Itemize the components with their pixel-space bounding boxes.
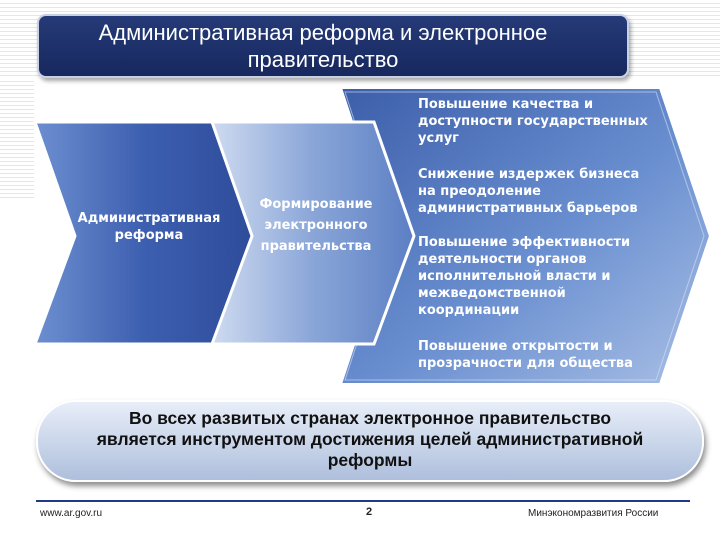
egov-label-line: электронного — [264, 218, 368, 233]
goal-line: деятельности органов — [418, 252, 587, 267]
goal-line: Повышение открытости и — [418, 339, 613, 354]
goal-item — [418, 96, 703, 147]
goal-line: координации — [418, 303, 520, 318]
slide-title-line-2: правительство — [247, 47, 399, 72]
conclusion-text — [48, 408, 692, 471]
footer-divider — [36, 500, 690, 502]
goal-line: административных барьеров — [418, 201, 638, 216]
conclusion-banner — [36, 400, 704, 482]
goal-line: межведомственной — [418, 286, 566, 301]
goal-line: прозрачности для общества — [418, 356, 633, 371]
goal-item — [418, 338, 703, 372]
conclusion-line: является инструментом достижения целей административной — [96, 429, 644, 449]
goal-line: Снижение издержек бизнеса — [418, 167, 640, 182]
egov-label-line: Формирование — [259, 197, 373, 212]
conclusion-line: Во всех развитых странах электронное правительство — [128, 408, 612, 428]
conclusion-line: реформы — [327, 450, 413, 470]
egov-label — [246, 194, 386, 257]
goal-line: Повышение эффективности — [418, 235, 631, 250]
page-number: 2 — [366, 506, 373, 518]
goal-item — [418, 234, 703, 319]
reform-label — [64, 210, 234, 244]
goal-item — [418, 166, 703, 217]
slide-title-line-1: Административная реформа и электронное — [98, 20, 548, 45]
reform-label-line: Административная — [77, 211, 221, 226]
goal-line: Повышение качества и — [418, 97, 594, 112]
goal-line: услуг — [418, 131, 459, 146]
goal-line: исполнительной власти и — [418, 269, 611, 284]
footer-ministry: Минэкономразвития России — [528, 508, 659, 519]
goal-line: на преодоление — [418, 184, 541, 199]
footer-website[interactable]: www.ar.gov.ru — [40, 508, 103, 519]
reform-label-line: реформа — [114, 228, 184, 243]
goal-line: доступности государственных — [418, 114, 648, 129]
egov-label-line: правительства — [260, 239, 372, 254]
